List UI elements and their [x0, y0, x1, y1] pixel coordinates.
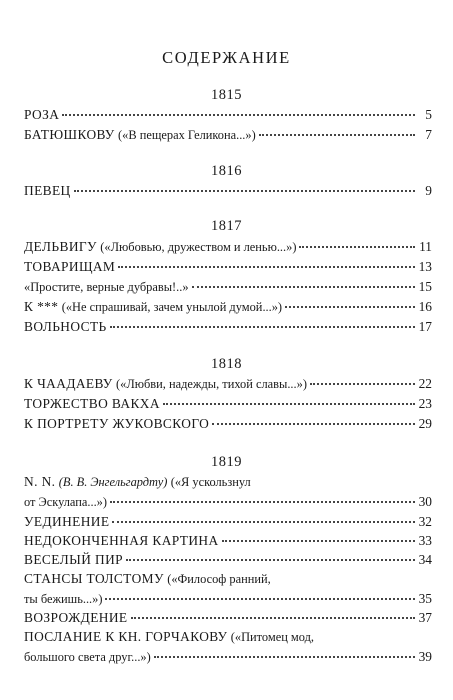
entry-title: К *** [24, 299, 59, 314]
toc-entry[interactable] [24, 394, 432, 414]
dot-leader [299, 245, 415, 248]
toc-entry[interactable] [24, 125, 432, 145]
entry-title: ВОЗРОЖДЕНИЕ [24, 610, 128, 625]
dot-leader [126, 558, 415, 561]
entry-first-line-cont: большого света друг...») [24, 650, 151, 664]
year-heading: 1816 [211, 163, 242, 179]
entry-title: ТОРЖЕСТВО ВАКХА [24, 396, 160, 411]
entry-first-line: («Философ ранний, [167, 572, 271, 586]
toc-entry[interactable] [24, 257, 432, 277]
dot-leader [222, 539, 415, 542]
toc-entry[interactable] [24, 608, 432, 628]
toc-entry[interactable] [24, 627, 432, 667]
page-number: 33 [418, 533, 432, 548]
entry-first-line-cont: от Эскулапа...») [24, 495, 107, 509]
toc-entry[interactable] [24, 105, 432, 125]
entry-title: N. N. [24, 474, 56, 489]
toc-entry[interactable] [24, 531, 432, 551]
entry-title: НЕДОКОНЧЕННАЯ КАРТИНА [24, 533, 219, 548]
dot-leader [163, 402, 415, 405]
page-number: 29 [418, 416, 432, 431]
toc-entry[interactable] [24, 472, 432, 512]
page-number: 30 [418, 494, 432, 509]
dot-leader [285, 305, 415, 308]
entry-first-line: («Любви, надежды, тихой славы...») [116, 377, 307, 391]
toc-entry[interactable] [24, 414, 432, 434]
page-number: 13 [418, 259, 432, 274]
dot-leader [259, 133, 415, 136]
dot-leader [112, 520, 415, 523]
page-number: 11 [419, 239, 432, 254]
page-title: СОДЕРЖАНИЕ [162, 48, 291, 67]
entry-first-line: («Питомец мод, [230, 630, 315, 644]
entry-first-line: («Я ускользнул [170, 475, 251, 489]
year-heading: 1817 [211, 218, 242, 234]
page-number: 22 [418, 376, 432, 391]
year-heading: 1819 [211, 454, 242, 470]
toc-entry[interactable] [24, 181, 432, 201]
entry-title: ТОВАРИЩАМ [24, 259, 116, 274]
entry-first-line: («В пещерах Геликона...») [118, 128, 256, 142]
dot-leader [131, 616, 416, 619]
page-number: 34 [418, 552, 432, 567]
page-number: 16 [418, 299, 432, 314]
dot-leader [154, 655, 415, 658]
entry-dedication: (В. В. Энгельгардту) [58, 475, 168, 489]
dot-leader [110, 500, 415, 503]
dot-leader [74, 189, 415, 192]
entry-title: ВОЛЬНОСТЬ [24, 319, 107, 334]
entry-first-line: («Не спрашивай, зачем унылой думой...») [61, 300, 283, 314]
page-number: 35 [418, 591, 432, 606]
page-number: 9 [425, 183, 432, 198]
dot-leader [62, 113, 415, 116]
toc-entry[interactable] [24, 297, 432, 317]
toc-entry[interactable] [24, 550, 432, 570]
dot-leader [212, 422, 415, 425]
toc-entry[interactable] [24, 569, 432, 609]
entry-title: К ЧААДАЕВУ [24, 376, 113, 391]
dot-leader [105, 597, 415, 600]
page-number: 23 [418, 396, 432, 411]
toc-entry[interactable] [24, 374, 432, 394]
page-number: 39 [418, 649, 432, 664]
toc-entry[interactable] [24, 317, 432, 337]
dot-leader [192, 285, 415, 288]
page-number: 15 [418, 279, 432, 294]
entry-title: ДЕЛЬВИГУ [24, 239, 97, 254]
toc-entry[interactable] [24, 277, 432, 297]
entry-title: ПЕВЕЦ [24, 183, 71, 198]
year-heading: 1818 [211, 356, 242, 372]
page-number: 17 [418, 319, 432, 334]
entry-title: БАТЮШКОВУ [24, 127, 115, 142]
page-number: 32 [418, 514, 432, 529]
year-heading: 1815 [211, 87, 242, 103]
page-number: 7 [425, 127, 432, 142]
entry-first-line-cont: ты бежишь...») [24, 592, 103, 606]
dot-leader [310, 382, 415, 385]
dot-leader [118, 265, 415, 268]
entry-title: ВЕСЕЛЫЙ ПИР [24, 552, 124, 567]
entry-title: СТАНСЫ ТОЛСТОМУ [24, 571, 164, 586]
page-number: 5 [425, 107, 432, 122]
entry-title: РОЗА [24, 107, 60, 122]
page-number: 37 [418, 610, 432, 625]
entry-title: УЕДИНЕНИЕ [24, 514, 110, 529]
toc-entry[interactable] [24, 512, 432, 532]
dot-leader [110, 325, 415, 328]
entry-first-line: «Простите, верные дубравы!..» [24, 280, 189, 294]
toc-entry[interactable] [24, 237, 432, 257]
entry-title: К ПОРТРЕТУ ЖУКОВСКОГО [24, 416, 210, 431]
entry-title: ПОСЛАНИЕ К КН. ГОРЧАКОВУ [24, 629, 228, 644]
entry-first-line: («Любовью, дружеством и ленью...») [100, 240, 297, 254]
